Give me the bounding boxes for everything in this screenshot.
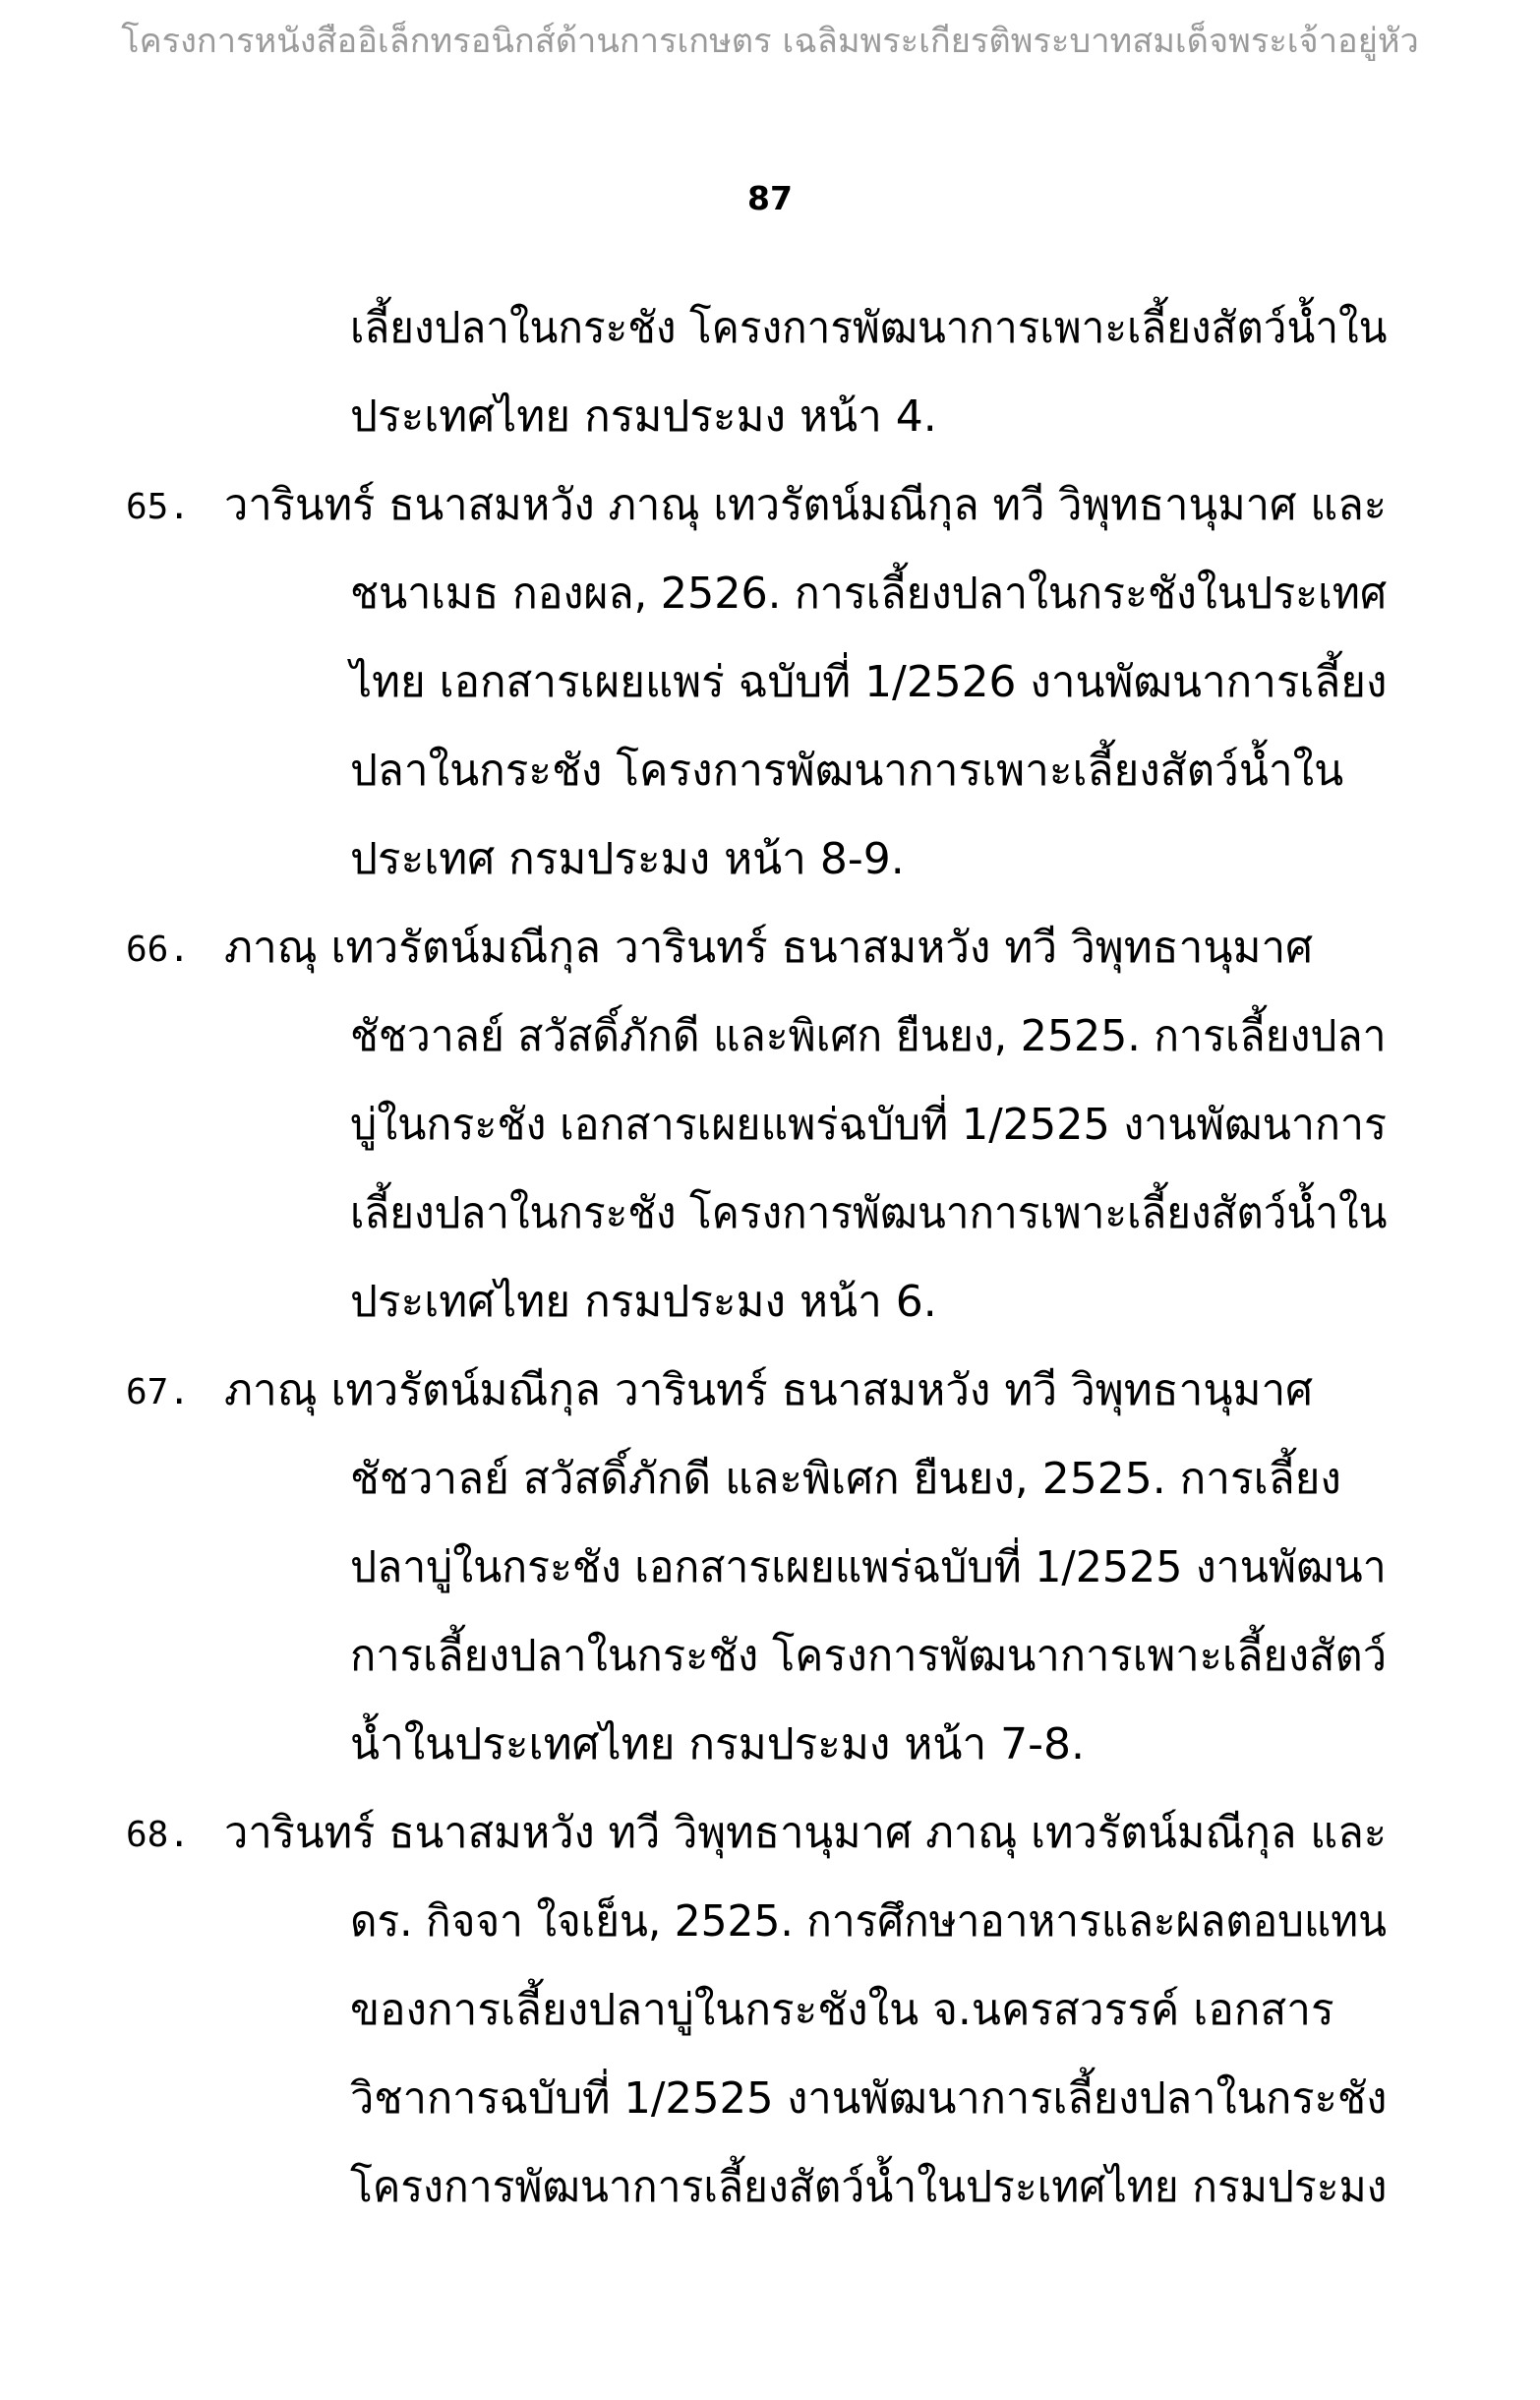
reference-line: ประเทศ กรมประมง หน้า 8-9. [350, 834, 905, 884]
reference-number: 67. [126, 1372, 191, 1412]
reference-line: วิชาการฉบับที่ 1/2525 งานพัฒนาการเลี้ยงปลาในกระชัง [350, 2073, 1388, 2124]
reference-line: น้ำในประเทศไทย กรมประมง หน้า 7-8. [350, 1719, 1085, 1770]
reference-line: ภาณุ เทวรัตน์มณีกุล วารินทร์ ธนาสมหวัง ทวี วิพุทธานุมาศ [224, 1365, 1314, 1415]
reference-line: ชัชวาลย์ สวัสดิ์ภักดี และพิเศก ยืนยง, 2525. การเลี้ยง [350, 1454, 1341, 1504]
reference-line: ของการเลี้ยงปลาบู่ในกระชังใน จ.นครสวรรค์ เอกสาร [350, 1985, 1334, 2035]
project-header: โครงการหนังสืออิเล็กทรอนิกส์ด้านการเกษตร เฉลิมพระเกียรติพระบาทสมเด็จพระเจ้าอยู่หัว [121, 22, 1419, 61]
reference-line: ชัชวาลย์ สวัสดิ์ภักดี และพิเศก ยืนยง, 2525. การเลี้ยงปลา [350, 1011, 1387, 1061]
continuation-line: เลี้ยงปลาในกระชัง โครงการพัฒนาการเพาะเลี้ยงสัตว์น้ำใน [350, 303, 1388, 353]
reference-line: ไทย เอกสารเผยแพร่ ฉบับที่ 1/2526 งานพัฒนาการเลี้ยง [350, 657, 1388, 707]
reference-line: ดร. กิจจา ใจเย็น, 2525. การศึกษาอาหารและผลตอบแทน [350, 1896, 1387, 1947]
reference-number: 65. [126, 487, 191, 527]
reference-line: ปลาบู่ในกระชัง เอกสารเผยแพร่ฉบับที่ 1/2525 งานพัฒนา [350, 1542, 1387, 1592]
reference-line: ประเทศไทย กรมประมง หน้า 6. [350, 1277, 937, 1327]
reference-number: 68. [126, 1815, 191, 1855]
reference-line: โครงการพัฒนาการเลี้ยงสัตว์น้ำในประเทศไทย กรมประมง [350, 2162, 1388, 2212]
reference-line: ชนาเมธ กองผล, 2526. การเลี้ยงปลาในกระชังในประเทศ [350, 569, 1388, 619]
reference-line: ภาณุ เทวรัตน์มณีกุล วารินทร์ ธนาสมหวัง ทวี วิพุทธานุมาศ [224, 923, 1314, 973]
reference-line: เลี้ยงปลาในกระชัง โครงการพัฒนาการเพาะเลี้ยงสัตว์น้ำใน [350, 1188, 1388, 1238]
reference-line: ปลาในกระชัง โครงการพัฒนาการเพาะเลี้ยงสัตว์น้ำใน [350, 746, 1344, 796]
reference-line: วารินทร์ ธนาสมหวัง ภาณุ เทวรัตน์มณีกุล ทวี วิพุทธานุมาศ และ [224, 480, 1388, 530]
reference-line: การเลี้ยงปลาในกระชัง โครงการพัฒนาการเพาะเลี้ยงสัตว์ [350, 1631, 1388, 1681]
continuation-line: ประเทศไทย กรมประมง หน้า 4. [350, 391, 937, 442]
page-number: 87 [747, 179, 793, 217]
reference-line: วารินทร์ ธนาสมหวัง ทวี วิพุทธานุมาศ ภาณุ เทวรัตน์มณีกุล และ [224, 1808, 1388, 1858]
reference-number: 66. [126, 930, 191, 970]
reference-line: บู่ในกระชัง เอกสารเผยแพร่ฉบับที่ 1/2525 งานพัฒนาการ [350, 1100, 1388, 1150]
